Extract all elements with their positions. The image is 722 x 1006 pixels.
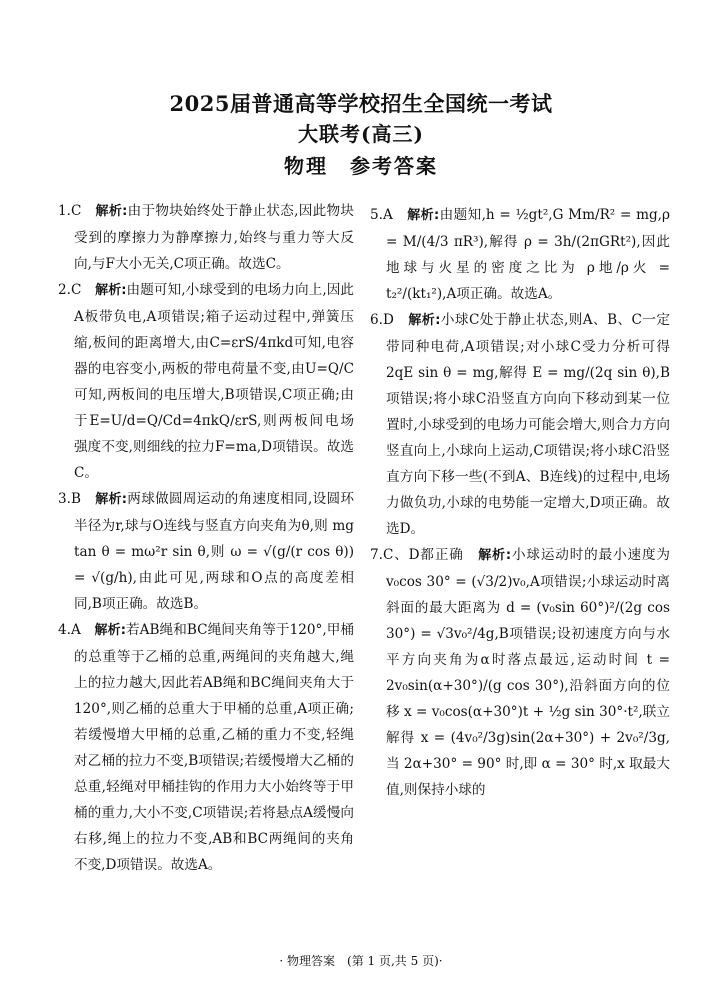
exam-subtitle: 大联考(高三): [298, 122, 424, 146]
analysis-label: 解析:: [407, 208, 440, 223]
analysis-text: 两球做圆周运动的角速度相同,设圆环半径为r,球与O连线与竖直方向夹角为θ,则 mg tan θ = mω²r sin θ,则 ω = √(g/(r cos θ)) = √(g/h),由此可见,两球和O点的高度差相同,B项正确。故选B。: [74, 491, 355, 612]
analysis-text: 小球运动时的最小速度为 v₀cos 30° = (√3/2)v₀,A项错误;小球运动时离斜面的最大距离为 d = (v₀sin 60°)²/(2g cos 30°) = √3v₀²/4g,B项错误;设初速度方向与水平方向夹角为α时落点最远,运动时间 t = 2v₀sin(α+30°)/(g cos 30°),沿斜面方向的位移 x = v₀cos(α+30°)t + ½g sin 30°·t²,联立解得 x = (4v₀²/3g)sin(2α+30°) + 2v₀²/3g,当 2α+30° = 90° 时,即 α = 30° 时,x 取最大值,则保持小球的: [386, 547, 670, 798]
analysis-text: 若AB绳和BC绳间夹角等于120°,甲桶的总重等于乙桶的总重,两绳间的夹角越大,绳上的拉力越大,因此若AB绳和BC绳间夹角大于120°,则乙桶的总重大于甲桶的总重,A项正确;若缓慢增大甲桶的总重,乙桶的重力不变,轻绳对乙桶的拉力不变,B项错误;若缓慢增大乙桶的总重,轻绳对甲桶挂钩的作用力大小始终等于甲桶的重力,大小不变,C项错误;若将悬点A缓慢向右移,绳上的拉力不变,AB和BC两绳间的夹角不变,D项错误。故选A。: [74, 622, 355, 873]
analysis-text: 由题知,h = ½gt²,G Mm/R² = mg,ρ = M/(4/3 πR³),解得 ρ = 3h/(2πGRt²),因此地球与火星的密度之比为 ρ地/ρ火 = t₂²/(kt₁²),A项正确。故选A。: [386, 207, 670, 302]
answer-number: 1.C: [58, 203, 82, 219]
answer-number: 6.D: [370, 312, 394, 328]
analysis-text: 小球C处于静止状态,则A、B、C一定带同种电荷,A项错误;对小球C受力分析可得 2qE sin θ = mg,解得 E = mg/(2q sin θ),B项错误;将小球C沿竖直方向向下移动到某一位置时,小球受到的电场力可能会增大,则合力方向竖直向上,小球向上运动,C项错误;将小球C沿竖直方向下移一些(不到A、B连线)的过程中,电场力做负功,小球的电势能一定增大,D项正确。故选D。: [386, 312, 670, 537]
left-column: [58, 198, 354, 878]
page-footer: · 物理答案 (第 1 页,共 5 页)·: [279, 954, 443, 968]
answer-number: 5.A: [370, 207, 393, 223]
analysis-label: 解析:: [94, 623, 126, 638]
answer-item: [370, 542, 670, 803]
answer-item: [58, 617, 354, 878]
answer-item: [370, 307, 670, 542]
analysis-label: 解析:: [95, 283, 127, 298]
answer-item: [58, 486, 354, 617]
answer-item: [370, 202, 670, 307]
answer-number: 2.C: [58, 282, 82, 298]
analysis-label: 解析:: [478, 548, 512, 563]
analysis-label: 解析:: [95, 204, 128, 219]
answer-number: 3.B: [58, 491, 81, 507]
analysis-label: 解析:: [95, 492, 127, 507]
answer-number: 7.C、D都正确: [370, 547, 464, 563]
exam-title: 2025届普通高等学校招生全国统一考试: [169, 91, 553, 116]
analysis-text: 由题可知,小球受到的电场力向上,因此A板带负电,A项错误;箱子运动过程中,弹簧压缩,板间的距离增大,由C=εrS/4πkd可知,电容器的电容变小,两板的带电荷量不变,由U=Q/C可知,两板间的电压增大,B项错误,C项正确;由于E=U/d=Q/Cd=4πkQ/εrS,则两板间电场强度不变,则细线的拉力F=ma,D项错误。故选C。: [74, 282, 354, 481]
answer-item: [58, 198, 354, 277]
answer-item: [58, 277, 354, 486]
analysis-text: 由于物块始终处于静止状态,因此物块受到的摩擦力为静摩擦力,始终与重力等大反向,与F大小无关,C项正确。故选C。: [74, 203, 355, 272]
right-column: [370, 202, 670, 803]
page-title: 物理 参考答案: [284, 154, 438, 178]
analysis-label: 解析:: [408, 313, 441, 328]
answer-number: 4.A: [58, 622, 81, 638]
